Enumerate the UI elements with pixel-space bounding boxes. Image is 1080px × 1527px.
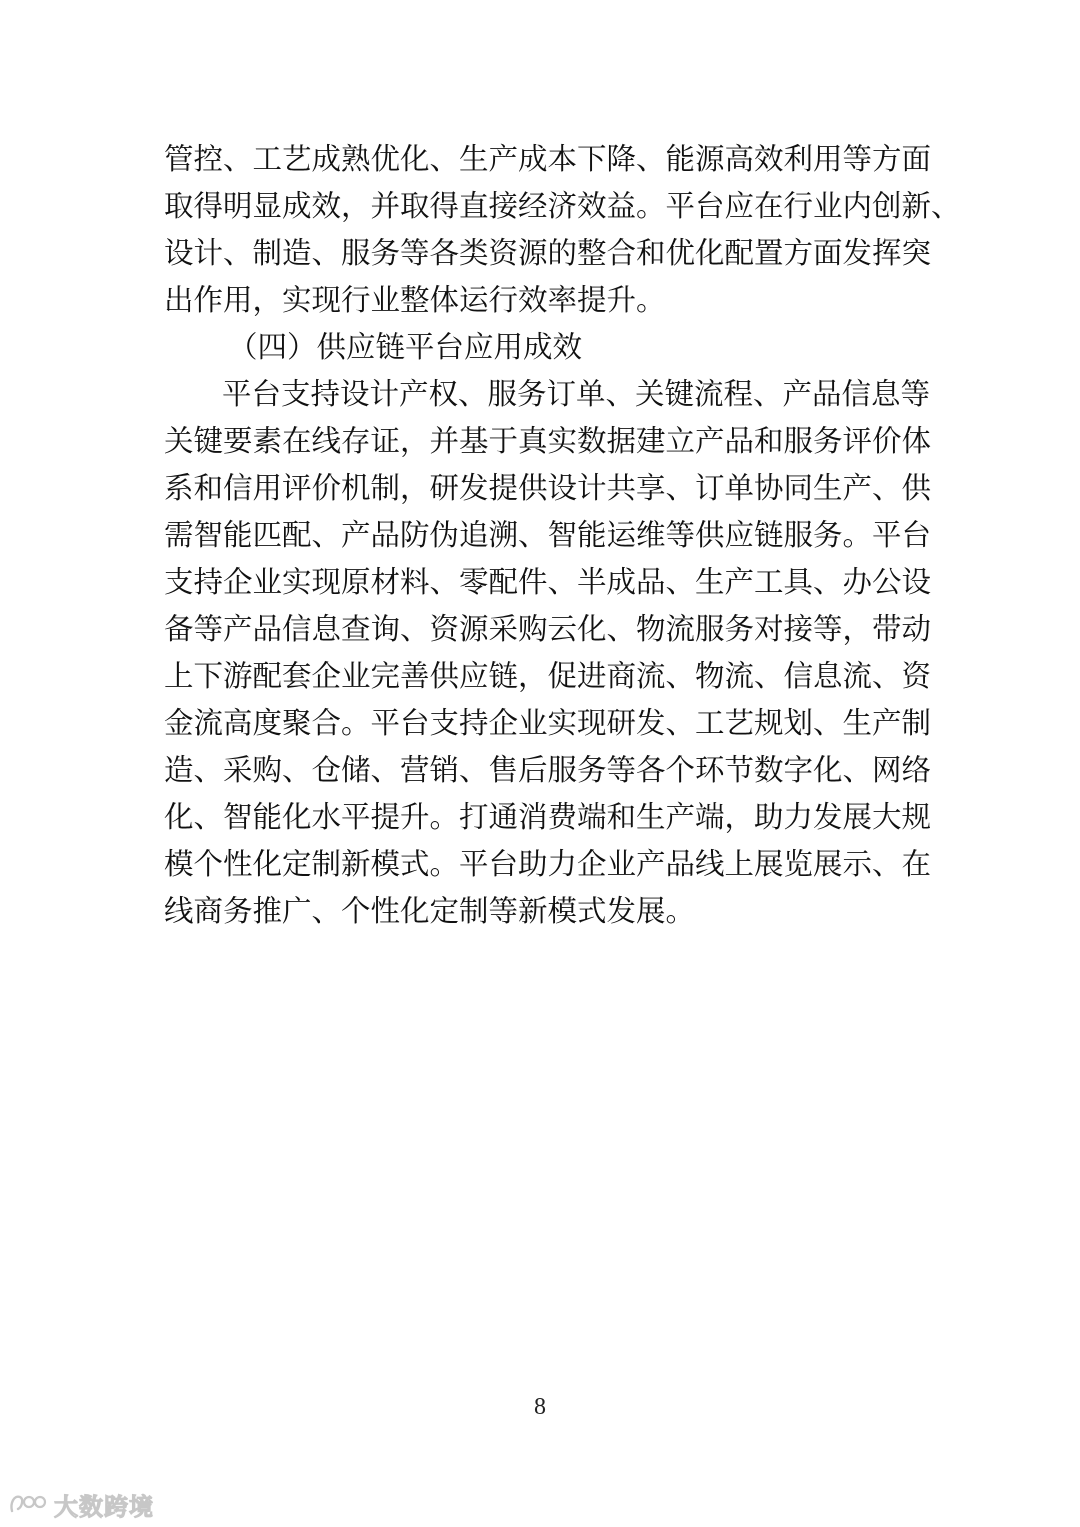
text-line: 线商务推广、个性化定制等新模式发展。 bbox=[164, 894, 696, 928]
text-line: 取得明显成效，并取得直接经济效益。平台应在行业内创新、 bbox=[164, 189, 961, 223]
text-line: 上下游配套企业完善供应链，促进商流、物流、信息流、资 bbox=[164, 659, 932, 693]
text-line: 需智能匹配、产品防伪追溯、智能运维等供应链服务。平台 bbox=[164, 518, 932, 552]
text-line: 备等产品信息查询、资源采购云化、物流服务对接等，带动 bbox=[164, 612, 932, 646]
text-line: 化、智能化水平提升。打通消费端和生产端，助力发展大规 bbox=[164, 800, 932, 834]
watermark bbox=[8, 1488, 154, 1520]
text-line: 金流高度聚合。平台支持企业实现研发、工艺规划、生产制 bbox=[164, 706, 932, 740]
text-line: 设计、制造、服务等各类资源的整合和优化配置方面发挥突 bbox=[164, 236, 932, 270]
text-line: 平台支持设计产权、服务订单、关键流程、产品信息等 bbox=[222, 377, 931, 411]
text-line: 模个性化定制新模式。平台助力企业产品线上展览展示、在 bbox=[164, 847, 932, 881]
watermark-text: 大数跨境 bbox=[54, 1492, 154, 1521]
text-line: 造、采购、仓储、营销、售后服务等各个环节数字化、网络 bbox=[164, 753, 932, 787]
section-heading: （四）供应链平台应用成效 bbox=[228, 330, 583, 364]
logo-icon bbox=[8, 1491, 48, 1517]
text-line: 系和信用评价机制，研发提供设计共享、订单协同生产、供 bbox=[164, 471, 932, 505]
page-number: 8 bbox=[534, 1394, 546, 1420]
text-line: 出作用，实现行业整体运行效率提升。 bbox=[164, 283, 666, 317]
body-text bbox=[164, 136, 961, 935]
text-line: 管控、工艺成熟优化、生产成本下降、能源高效利用等方面 bbox=[164, 142, 932, 176]
text-line: 关键要素在线存证，并基于真实数据建立产品和服务评价体 bbox=[164, 424, 932, 458]
text-line: 支持企业实现原材料、零配件、半成品、生产工具、办公设 bbox=[164, 565, 932, 599]
